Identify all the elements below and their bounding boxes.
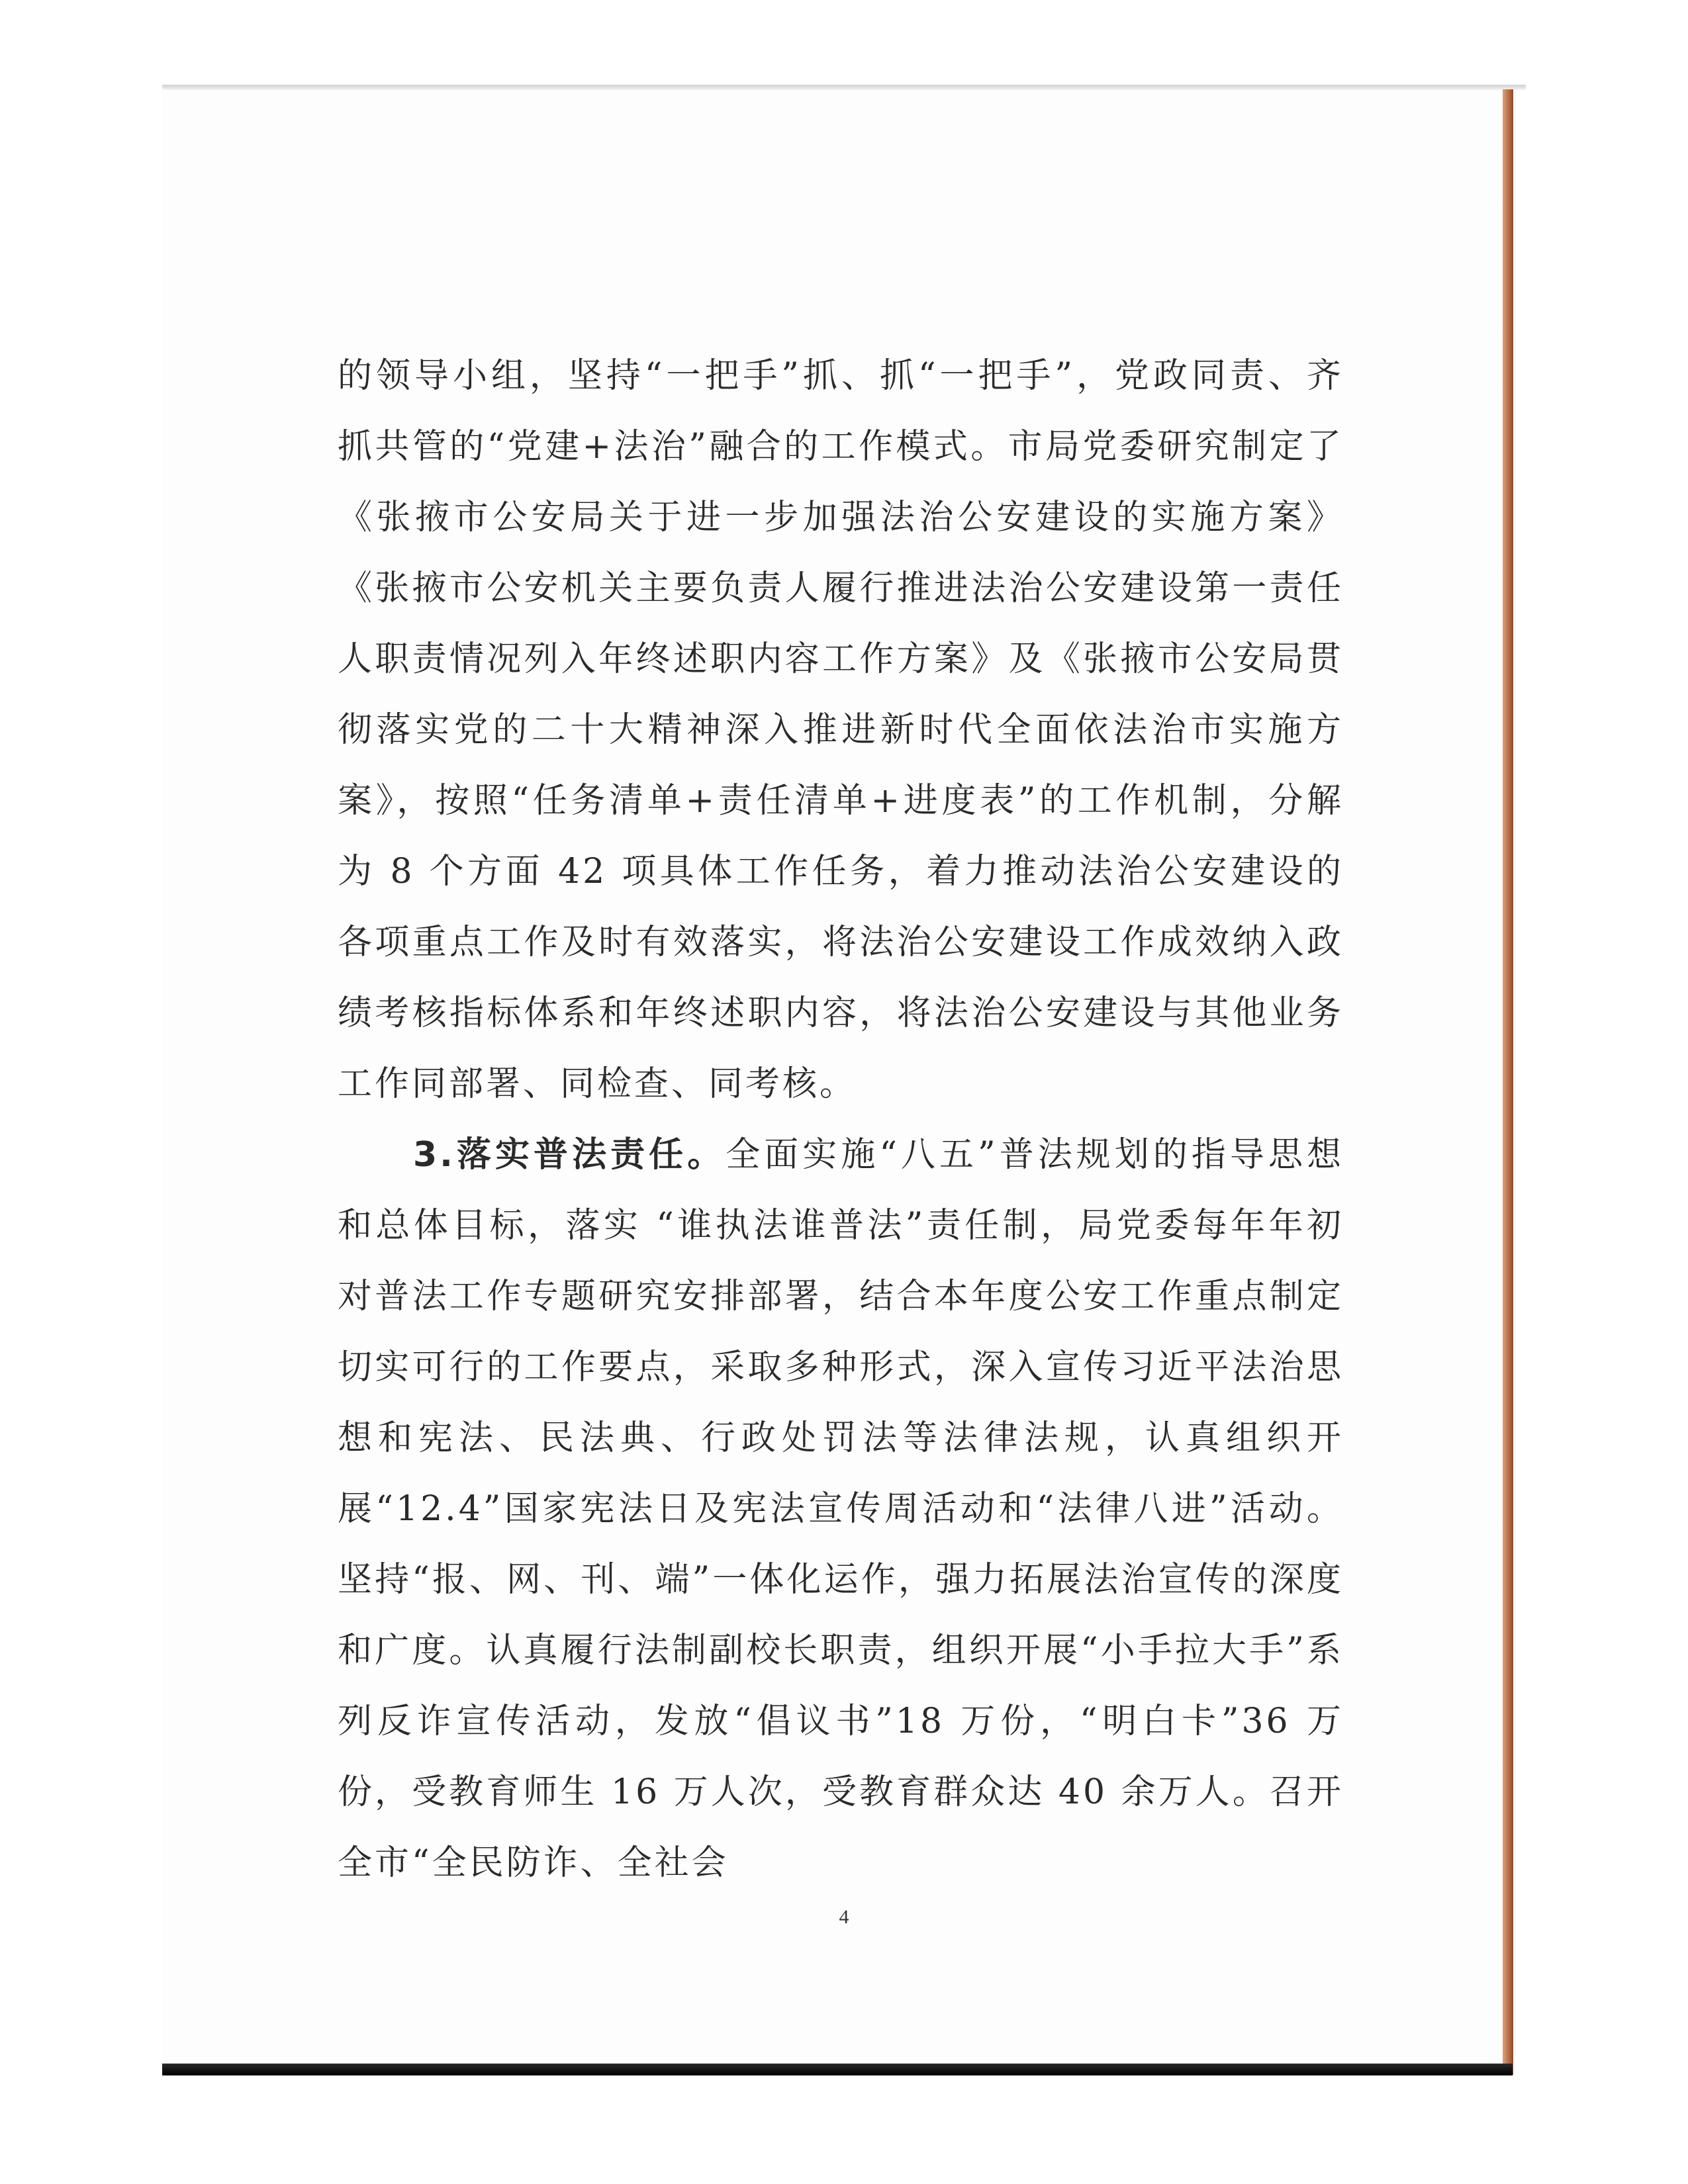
paragraph-continued: 的领导小组，坚持“一把手”抓、抓“一把手”，党政同责、齐抓共管的“党建+法治”融合的工作模式。市局党委研究制定了《张掖市公安局关于进一步加强法治公安建设的实施方案》《张掖市公安机关主要负责人履行推进法治公安建设第一责任人职责情况列入年终述职内容工作方案》及《张掖市公安局贯彻落实党的二十大精神深入推进新时代全面依法治市实施方案》，按照“任务清单+责任清单+进度表”的工作机制，分解为 8 个方面 42 项具体工作任务，着力推动法治公安建设的各项重点工作及时有效落实，将法治公安建设工作成效纳入政绩考核指标体系和年终述职内容，将法治公安建设与其他业务工作同部署、同检查、同考核。 xyxy=(338,356,1344,1104)
scan-edge-top xyxy=(162,85,1526,90)
document-body xyxy=(338,341,1344,1899)
scan-edge-right xyxy=(1503,89,1513,2075)
paragraph-legal-education xyxy=(338,1120,1344,1899)
section-heading: 3.落实普法责任。 xyxy=(413,1135,726,1175)
page-number: 4 xyxy=(839,1906,849,1928)
scan-edge-bottom xyxy=(162,2064,1513,2075)
paragraph-legal-education-text: 全面实施“八五”普法规划的指导思想和总体目标，落实 “谁执法谁普法”责任制，局党委每年年初对普法工作专题研究安排部署，结合本年度公安工作重点制定切实可行的工作要点，采取多种形式，深入宣传习近平法治思想和宪法、民法典、行政处罚法等法律法规，认真组织开展“12.4”国家宪法日及宪法宣传周活动和“法律八进”活动。坚持“报、网、刊、端”一体化运作，强力拓展法治宣传的深度和广度。认真履行法制副校长职责，组织开展“小手拉大手”系列反诈宣传活动，发放“倡议书”18 万份，“明白卡”36 万份，受教育师生 16 万人次，受教育群众达 40 余万人。召开全市“全民防诈、全社会 xyxy=(338,1135,1344,1883)
